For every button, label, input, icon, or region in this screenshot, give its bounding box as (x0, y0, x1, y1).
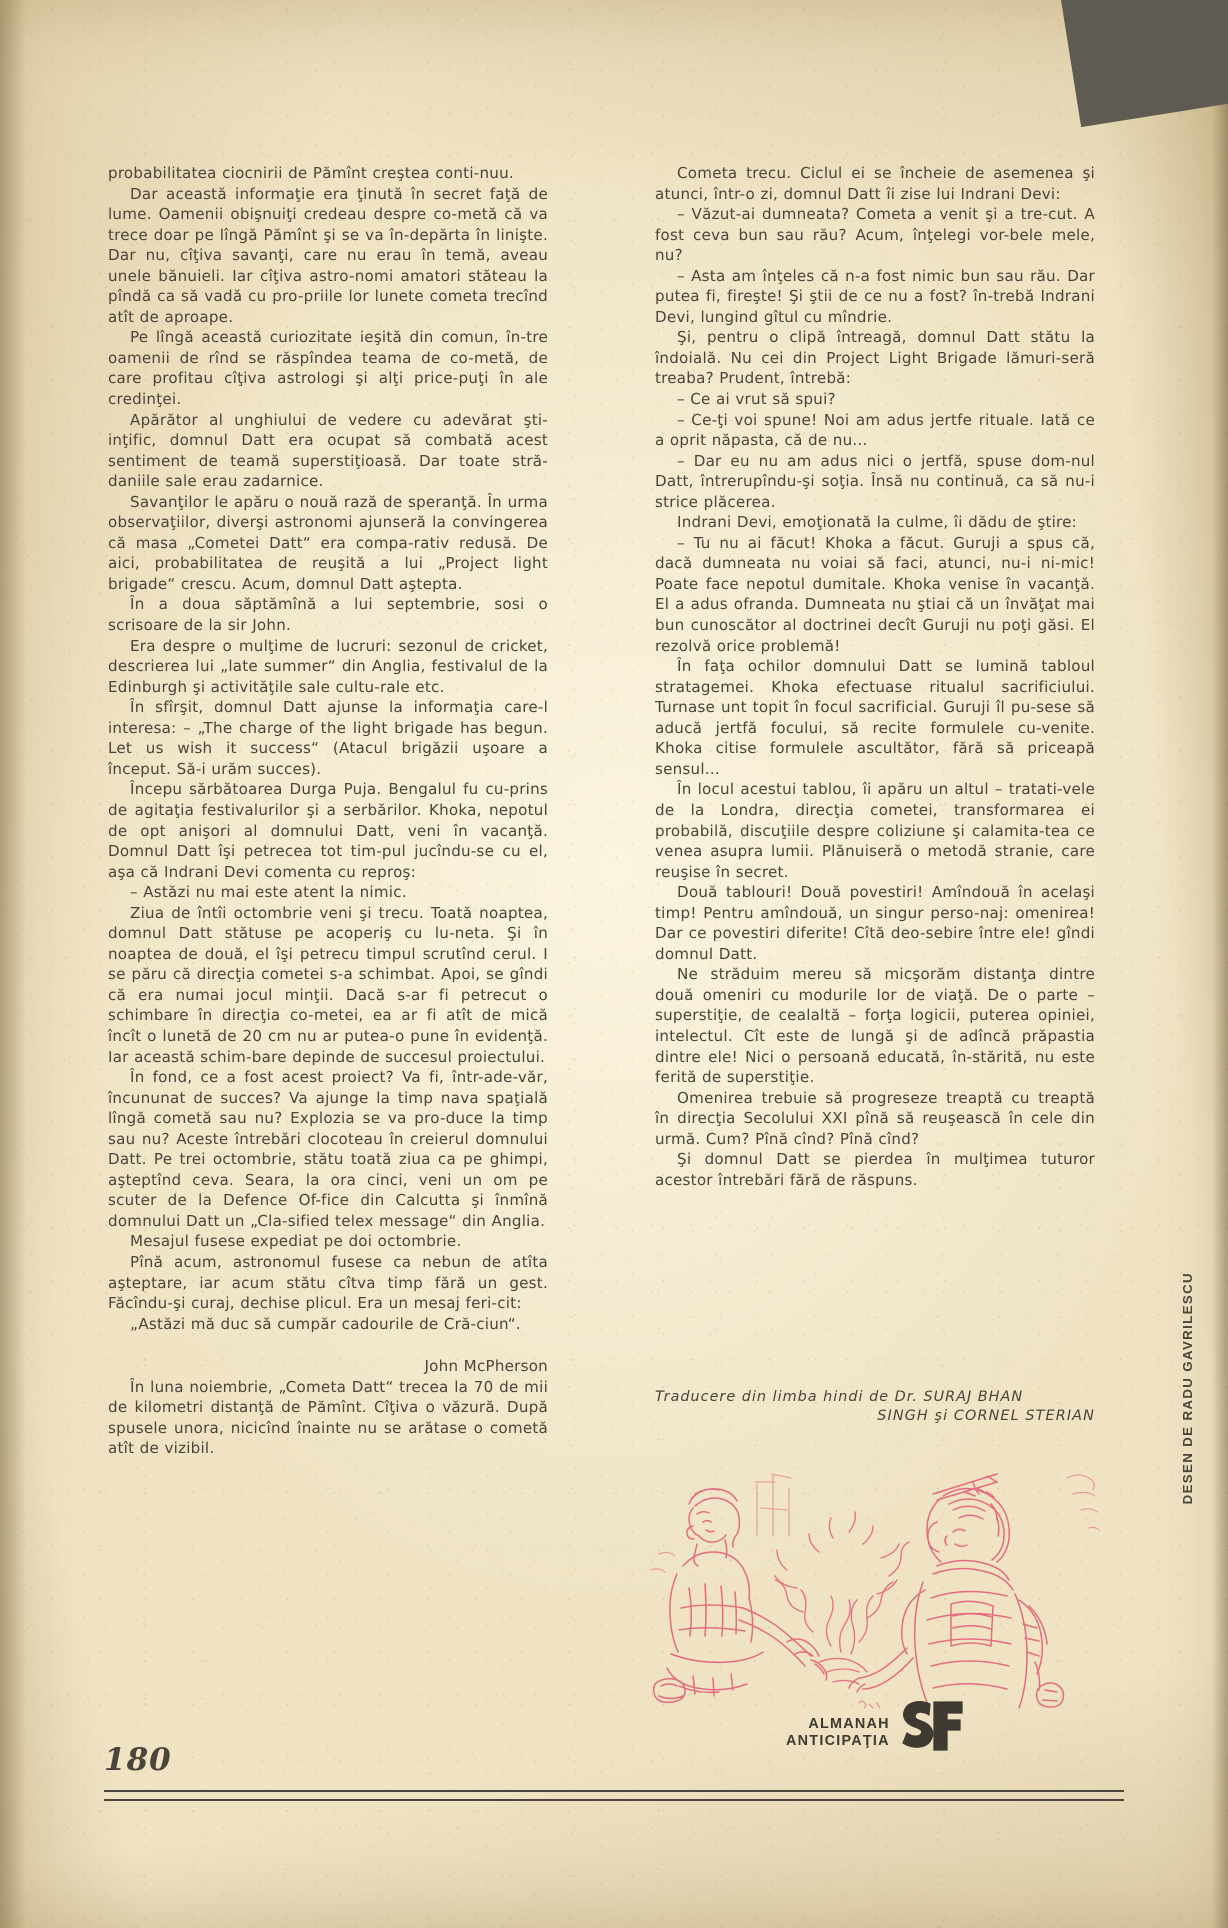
paragraph-dialogue: – Văzut-ai dumneata? Cometa a venit şi a tre-cut. A fost ceva bun sau rău? Acum, înţelegi vor-bele mele, nu? (655, 205, 1095, 265)
paragraph: Mesajul fusese expediat pe doi octombrie. (130, 1232, 462, 1251)
paragraph-dialogue: – Ce-ţi voi spune! Noi am adus jertfe rituale. Iată ce a oprit năpasta, că de nu... (655, 410, 1095, 450)
text-column-right (655, 163, 1095, 1190)
artist-credit-vertical: DESEN DE RADU GAVRILESCU (1180, 1272, 1195, 1505)
masthead-line-1: ALMANAH (808, 1716, 890, 1732)
paragraph: Ne străduim mereu să micşorăm distanţa dintre două omeniri cu modurile lor de viaţă. De o parte – superstiţie, de cealaltă – forţa logicii, puterea opiniei, intelectul. Cît este de lungă şi de adîncă prăpastia dintre ele! Nici o persoană educată, în-stărită, nu este ferită de superstiţie. (655, 965, 1095, 1087)
paragraph: Pînă acum, astronomul fusese ca nebun de atîta aşteptare, iar acum stătu cîtva timp fără un gest. Făcîndu-şi curaj, dechise plicul. Era un mesaj feri-cit: (108, 1252, 548, 1313)
paragraph-dialogue: – Astăzi nu mai este atent la nimic. (130, 883, 407, 902)
paragraph: Ziua de întîi octombrie veni şi trecu. Toată noaptea, domnul Datt stătuse pe acoperiş cu lu-neta. Şi în noaptea de două, el îşi petrecu timpul scrutînd cerul. I se păru că direcţia cometei s-a schimbat. Apoi, se gîndi că era numai jocul minţii. Dacă s-ar fi petrecut o schimbare în direcţia co-metei, ea ar fi atît de mică încît o lunetă de 20 cm nu ar putea-o pune în evidenţă. Iar această schim-bare depinde de succesul proiectului. (108, 903, 548, 1066)
paragraph: Două tablouri! Două povestiri! Amîndouă în acelaşi timp! Pentru amîndouă, un singur perso-naj: omenirea! Dar ce povestiri diferite! Cîtă deo-sebire între ele! gîndi domnul Datt. (655, 883, 1095, 963)
paragraph: probabilitatea ciocnirii de Pămînt creştea conti-nuu. (108, 164, 514, 182)
text-column-left (108, 163, 548, 1459)
footer-rule (104, 1790, 1124, 1801)
paragraph: Savanţilor le apăru o nouă rază de speranţă. În urma observaţiilor, diverşi astronomi ajunseră la convingerea că masa „Cometei Datt“ era compa-rativ redusă. De aici, probabilitatea de reuşită a lui „Project light brigade“ crescu. Acum, domnul Datt aştepta. (108, 492, 548, 593)
paragraph: Începu sărbătoarea Durga Puja. Bengalul fu cu-prins de agitaţia festivalurilor şi a serbărilor. Khoka, nepotul de opt anişori al domnului Datt, veni în vacanţă. Domnul Datt îşi petrecea tot tim-pul jucîndu-se cu el, aşa că Indrani Devi comenta cu reproş: (108, 780, 548, 881)
letter-signature: John McPherson (424, 1357, 548, 1376)
masthead-line-2: ANTICIPAŢIA (786, 1732, 890, 1749)
page-edge-shadow-right (1212, 0, 1228, 1928)
translator-credit-line-2: SINGH şi CORNEL STERIAN (877, 1408, 1095, 1424)
paragraph: Şi, pentru o clipă întreagă, domnul Datt stătu la îndoială. Nu cei din Project Light Brigade lămuri-seră treaba? Prudent, întrebă: (655, 328, 1095, 388)
paragraph: Cometa trecu. Ciclul ei se încheie de asemenea şi atunci, într-o zi, domnul Datt îi zise lui Indrani Devi: (655, 164, 1095, 203)
illustration-two-figures (637, 1448, 1107, 1716)
paragraph-dialogue: – Tu nu ai făcut! Khoka a făcut. Guruji a spus că, dacă dumneata nu voiai să faci, atunci, nu-i ni-mic! Poate face nepotul dumitale. Khoka venise în vacanţă. El a adus ofranda. Dumneata nu ştiai că un învăţat mai bun cunoscător al doctrinei decît Guruji nu poţi găsi. El rezolvă orice problemă! (655, 533, 1095, 655)
paragraph: În fond, ce a fost acest proiect? Va fi, într-ade-văr, încununat de succes? Va ajunge la timp nava spaţială lîngă cometă sau nu? Explozia se va pro-duce la timp sau nu? Aceste întrebări clocoteau în creierul domnului Datt. Pe trei octombrie, stătu toată ziua ca pe ghimpi, aşteptînd ceva. Seara, la ora cinci, veni un om pe scuter de la Defence Of-fice din Calcutta şi înmînă domnului Datt un „Cla-sified telex message“ din Anglia. (108, 1068, 548, 1230)
paragraph: În faţa ochilor domnului Datt se lumină tabloul stratagemei. Khoka efectuase ritualul sacrificiului. Turnase unt topit în focul sacrificial. Guruji îl pu-sese să aducă jertfă focului, să recite formulele cu-venite. Khoka citise formulele ascultător, fără să priceapă sensul... (655, 657, 1095, 778)
page-number: 180 (104, 1742, 172, 1778)
masthead-words (786, 1716, 890, 1754)
paragraph-dialogue: – Dar eu nu am adus nici o jertfă, spuse dom-nul Datt, întrerupîndu-şi soţia. Însă nu continuă, ca să nu-i strice plăcerea. (655, 451, 1095, 511)
paragraph-dialogue: – Ce ai vrut să spui? (677, 390, 836, 409)
paragraph: În sfîrşit, domnul Datt ajunse la informaţia care-l interesa: – „The charge of the light brigade has begun. Let us wish it success“ (Atacul brigăzii uşoare a început. Să-i urăm succes). (108, 698, 548, 778)
scanner-corner-shadow (1058, 0, 1228, 127)
paragraph: Pe lîngă această curiozitate ieşită din comun, în-tre oamenii de rînd se răspîndea teama de co-metă, de care profitau cîţiva astrologi şi alţi price-puţi în ale credinţei. (108, 328, 548, 409)
masthead (786, 1698, 964, 1754)
paragraph: În locul acestui tablou, îi apăru un altul – tratati-vele de la Londra, direcţia cometei, transformarea ei probabilă, discuţiile despre coliziune şi calamita-tea ce venea asupra lumii. Plănuiseră o metodă stranie, care reuşise în secret. (655, 780, 1095, 881)
paragraph: În luna noiembrie, „Cometa Datt“ trecea la 70 de mii de kilometri distanţă de Pămînt. Cîţiva o văzură. După spusele unora, nicicînd înainte nu se arătase o cometă atît de vizibil. (108, 1377, 548, 1458)
sf-logo-icon (901, 1698, 964, 1754)
paragraph: Dar această informaţie era ţinută în secret faţă de lume. Oamenii obişnuiţi credeau despre co-metă că va trece doar pe lîngă Pămînt şi se va în-depărta în linişte. Dar nu, cîţiva savanţi, care nu erau în temă, aveau unele bănuieli. Iar cîţiva astro-nomi amatori stăteau la pîndă ca să vadă cu pro-priile lor lunete cometa trecînd atît de aproape. (108, 184, 548, 326)
paragraph: Era despre o mulţime de lucruri: sezonul de cricket, descrierea lui „late summer“ din Anglia, festivalul de la Edinburgh şi activităţile sale cultu-rale etc. (108, 636, 548, 696)
paragraph-dialogue: – Asta am înţeles că n-a fost nimic bun sau rău. Dar putea fi, fireşte! Şi ştii de ce nu a fost? în-trebă Indrani Devi, lungind gîtul cu mîndrie. (655, 266, 1095, 326)
translator-credit-line-1: Traducere din limba hindi de Dr. SURAJ BHAN (655, 1389, 1024, 1405)
paragraph: Indrani Devi, emoţionată la culme, îi dădu de ştire: (677, 513, 1078, 532)
paragraph: Şi domnul Datt se pierdea în mulţimea tuturor acestor întrebări fără de răspuns. (655, 1150, 1095, 1189)
paragraph-quote: „Astăzi mă duc să cumpăr cadourile de Cră-ciun“. (130, 1314, 521, 1333)
paragraph: Apărător al unghiului de vedere cu adevărat şti-inţific, domnul Datt era ocupat să combată acest sentiment de teamă superstiţioasă. Dar toate stră-daniile sale erau zadarnice. (108, 410, 548, 491)
paragraph: În a doua săptămînă a lui septembrie, sosi o scrisoare de la sir John. (108, 595, 548, 635)
paragraph: Omenirea trebuie să progreseze treaptă cu treaptă în direcţia Secolului XXI pînă să reuşească în cele din urmă. Cum? Pînă cînd? Pînă cînd? (655, 1088, 1095, 1148)
page-edge-shadow-left (0, 0, 26, 1928)
translator-credit (655, 1388, 1095, 1426)
